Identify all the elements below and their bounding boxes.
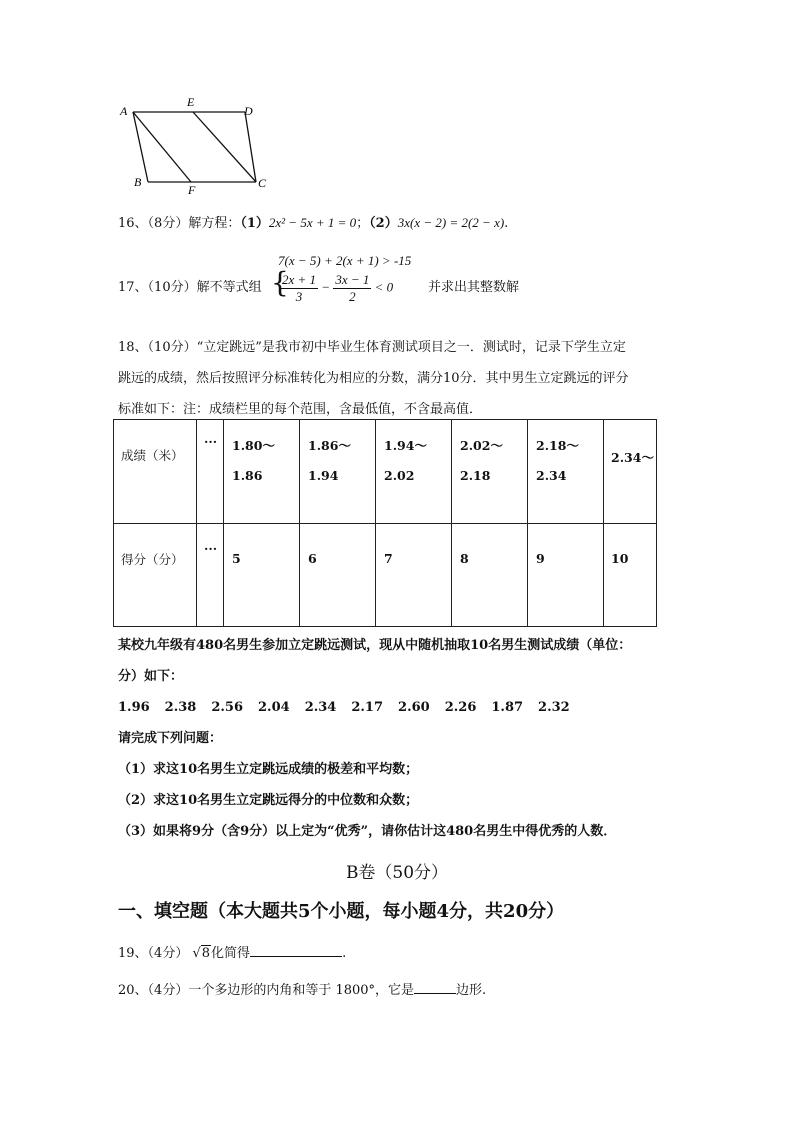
data-value: 2.60 (398, 700, 430, 715)
q16-text: 解方程： (188, 216, 241, 231)
q18-line-2: 跳远的成绩，然后按照评分标准转化为相应的分数，满分10分．其中男生立定跳远的评分 (118, 371, 629, 386)
score-value: 8 (460, 551, 469, 566)
range-cell (300, 420, 376, 524)
data-value: 2.56 (211, 700, 244, 715)
q17-score: （10分） (147, 280, 197, 295)
q18-data-list (118, 692, 688, 723)
ellipsis-score: ... (204, 538, 218, 553)
label-a: A (120, 104, 128, 118)
range-top: 1.86～ (308, 438, 351, 453)
label-b: B (134, 175, 142, 189)
section-b-heading: 一、填空题（本大题共5个小题，每小题4分，共20分） (118, 901, 565, 922)
row-label-score (114, 524, 197, 627)
data-value: 2.17 (351, 700, 384, 715)
q18-number: 18、 (118, 340, 148, 355)
q16-number: 16、 (118, 216, 148, 231)
q16-part2: （2） (369, 216, 398, 231)
range-top: 1.80～ (232, 438, 275, 453)
q16-end: . (504, 216, 509, 231)
q19-number: 19、 (118, 946, 148, 961)
q18-after-1: 某校九年级有480名男生参加立定跳远测试，现从中随机抽取10名男生测试成绩（单位： (118, 638, 632, 653)
q17-number: 17、 (118, 280, 148, 295)
data-value: 2.34 (304, 700, 337, 715)
q19-end: . (342, 946, 347, 961)
range-bottom: 2.34 (536, 468, 567, 483)
q19-text: 化简得 (211, 946, 251, 961)
q20-score: （4分） (147, 983, 189, 998)
data-value: 2.26 (444, 700, 477, 715)
segment-ab (133, 112, 148, 182)
ellipsis-cell-distance (197, 420, 224, 524)
question-19 (118, 942, 346, 961)
score-cell (376, 524, 452, 627)
q17-frac2-numerator: 3x − 1 (335, 272, 370, 287)
q17-minus: − (321, 279, 331, 295)
scoring-standard-table (113, 419, 657, 627)
row-label-distance (114, 420, 197, 524)
q20-text-2: 边形. (456, 983, 487, 998)
range-bottom: 1.86 (232, 468, 263, 483)
q18-sub-2: （2）求这10名男生立定跳远得分的中位数和众数； (118, 793, 419, 808)
q17-inequality-2 (280, 272, 393, 305)
score-cell (224, 524, 300, 627)
q19-score: （4分） (147, 946, 189, 961)
segment-af (133, 112, 191, 182)
row-label-distance-text: 成绩（米） (121, 448, 184, 463)
range-cell-last (604, 420, 657, 524)
data-value: 2.38 (164, 700, 197, 715)
q18-prompt: 请完成下列问题： (118, 731, 223, 746)
q17-inequality-1: 7(x − 5) + 2(x + 1) > -15 (278, 253, 412, 268)
table-row-distance (114, 420, 657, 524)
q19-radicand: 8 (201, 946, 211, 961)
label-d: D (244, 104, 253, 118)
question-18-intro (118, 332, 688, 425)
ellipsis-cell-score (197, 524, 224, 627)
question-16 (118, 212, 508, 231)
q16-score: （8分） (147, 216, 189, 231)
question-17 (118, 246, 718, 321)
ellipsis-distance: ... (204, 431, 218, 446)
range-cell (528, 420, 604, 524)
question-18-body (118, 630, 688, 847)
q17-frac1-denominator: 3 (295, 289, 303, 304)
question-20 (118, 979, 486, 998)
range-cell (376, 420, 452, 524)
range-last: 2.34～ (611, 450, 654, 465)
range-top: 1.94～ (384, 438, 427, 453)
score-cell (604, 524, 657, 627)
label-f: F (188, 183, 196, 197)
q16-separator: ； (356, 216, 370, 231)
q17-label (118, 276, 262, 295)
parallelogram-figure (115, 95, 275, 200)
q17-inequality-2-rhs: < 0 (374, 279, 394, 295)
q18-score: （10分） (147, 340, 197, 355)
row-label-score-text: 得分（分） (121, 552, 184, 567)
q18-line-1-text: “立定跳远”是我市初中毕业生体育测试项目之一．测试时，记录下学生立定 (196, 340, 626, 355)
q18-after-2: 分）如下： (118, 669, 184, 684)
answer-blank-19[interactable] (250, 944, 342, 957)
q17-frac1-numerator: 2x + 1 (282, 272, 317, 287)
score-value: 10 (611, 551, 629, 566)
data-value: 2.04 (258, 700, 290, 715)
radical-sign: √8 (192, 946, 211, 961)
range-cell (452, 420, 528, 524)
q16-equation-1: 2x² − 5x + 1 = 0 (268, 215, 357, 230)
q17-frac2-denominator: 2 (349, 289, 356, 304)
range-cell (224, 420, 300, 524)
q17-tail: 并求出其整数解 (428, 280, 520, 295)
q20-text-1: 一个多边形的内角和等于 1800°，它是 (188, 983, 415, 998)
answer-blank-20[interactable] (414, 981, 456, 994)
score-value: 9 (536, 551, 545, 566)
range-bottom: 1.94 (308, 468, 339, 483)
range-bottom: 2.02 (384, 468, 415, 483)
table-row-score (114, 524, 657, 627)
q18-line-3: 标准如下：注：成绩栏里的每个范围，含最低值，不含最高值． (118, 402, 483, 417)
section-b-title: B卷（50分） (345, 863, 449, 883)
data-value: 2.32 (538, 700, 570, 715)
score-cell (528, 524, 604, 627)
score-value: 7 (384, 551, 393, 566)
q16-equation-2: 3x(x − 2) = 2(2 − x) (397, 215, 505, 230)
q18-sub-1: （1）求这10名男生立定跳远成绩的极差和平均数； (118, 762, 419, 777)
q16-part1: （1） (240, 216, 269, 231)
q18-sub-3: （3）如果将9分（含9分）以上定为“优秀”，请你估计这480名男生中得优秀的人数． (118, 824, 617, 839)
score-value: 6 (308, 551, 317, 566)
score-cell (452, 524, 528, 627)
score-cell (300, 524, 376, 627)
data-value: 1.87 (491, 700, 524, 715)
range-top: 2.18～ (536, 438, 579, 453)
q18-line-1 (118, 332, 688, 363)
label-e: E (187, 95, 195, 109)
score-value: 5 (232, 551, 241, 566)
data-value: 1.96 (118, 700, 150, 715)
q17-text: 解不等式组 (196, 280, 262, 295)
label-c: C (258, 176, 267, 190)
q17-brace: { (271, 266, 289, 299)
range-bottom: 2.18 (460, 468, 491, 483)
range-top: 2.02～ (460, 438, 503, 453)
q20-number: 20、 (118, 983, 148, 998)
